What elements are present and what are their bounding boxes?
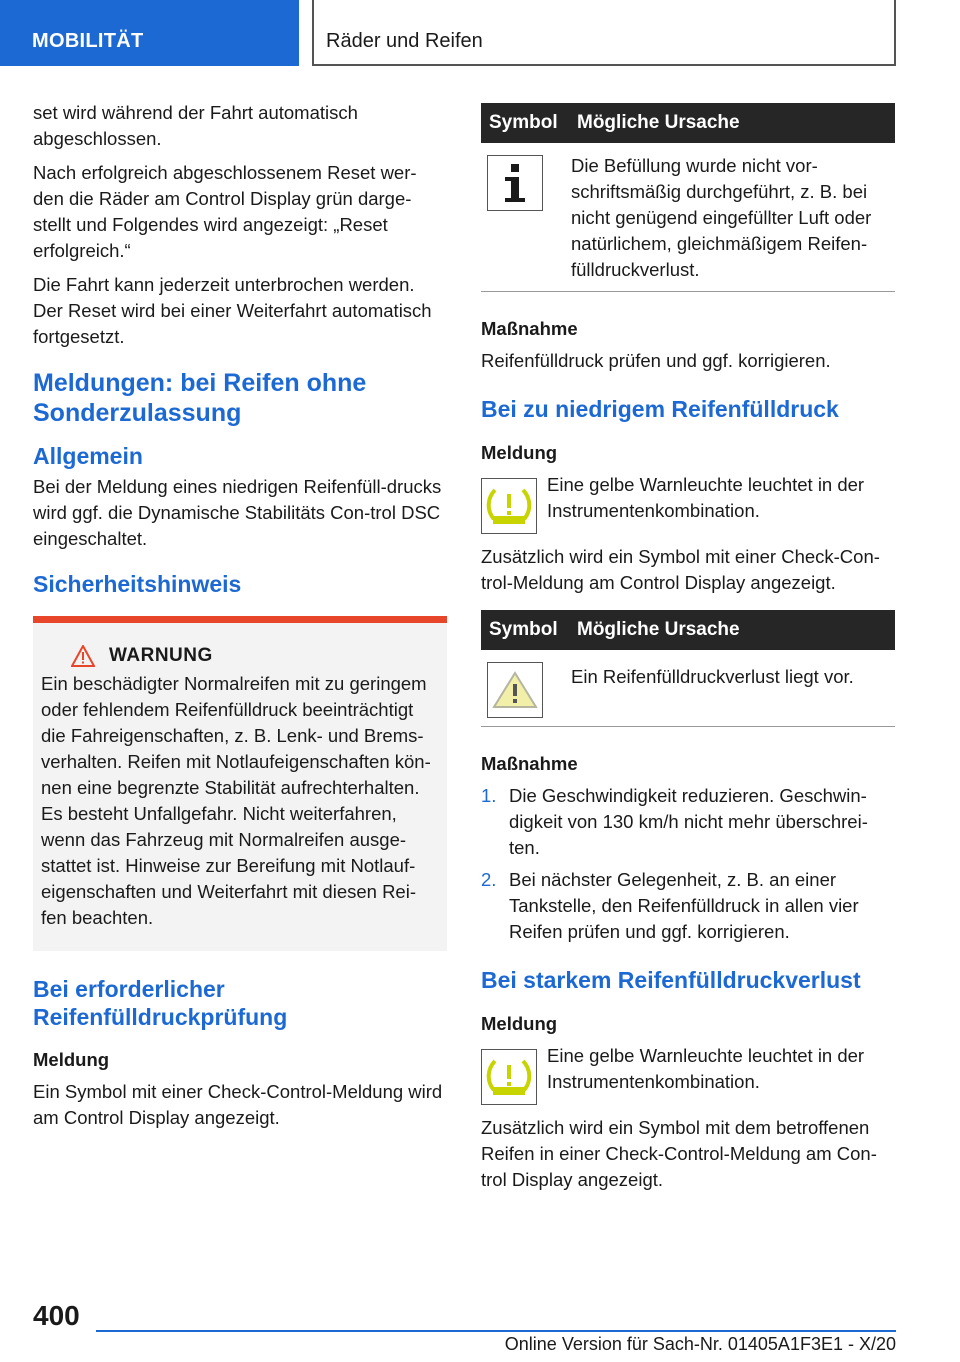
heading-allgemein: Allgemein	[33, 443, 143, 469]
zusatz-paragraph-3: Zusätzlich wird ein Symbol mit dem betroffenen Reifen in einer Check-Control-Meldung am Con-trol Display angezeigt.	[481, 1117, 877, 1190]
meldung-label: Meldung	[33, 1049, 110, 1070]
table-row	[481, 650, 895, 727]
tire-pressure-warning-icon	[481, 1049, 537, 1105]
intro-paragraph-2: Nach erfolgreich abgeschlossenem Reset wer-den die Räder am Control Display grün darge-stellt und Folgendes wird angezeigt: „Reset erfolgreich.“	[33, 162, 417, 261]
right-column	[481, 103, 895, 1201]
meldung-label-3: Meldung	[481, 1013, 558, 1034]
col-header-cause: Mögliche Ursache	[571, 610, 895, 650]
warning-box	[33, 616, 447, 951]
meldung-label-2: Meldung	[481, 442, 558, 463]
symbol-cell	[481, 143, 571, 292]
col-header-cause: Mögliche Ursache	[571, 103, 895, 143]
cause-cell: Die Befüllung wurde nicht vor-schriftsmäßig durchgeführt, z. B. bei nicht genügend eingefüllter Luft oder natürlichem, gleichmäßigem Reifen-fülldruckverlust.	[571, 143, 895, 292]
meldung-paragraph-3: Eine gelbe Warnleuchte leuchtet in der Instrumentenkombination.	[547, 1045, 865, 1092]
warning-triangle-icon	[487, 662, 543, 718]
left-column	[33, 100, 447, 1139]
massnahme-label-1: Maßnahme	[481, 318, 578, 339]
footer-text: Online Version für Sach-Nr. 01405A1F3E1 - X/20	[504, 1334, 896, 1354]
zusatz-paragraph-2: Zusätzlich wird ein Symbol mit einer Check-Con-trol-Meldung am Control Display angezeigt.	[481, 546, 880, 593]
intro-paragraph-3: Die Fahrt kann jederzeit unterbrochen werden. Der Reset wird bei einer Weiterfahrt automatisch fortgesetzt.	[33, 274, 432, 347]
intro-paragraph-1: set wird während der Fahrt automatisch abgeschlossen.	[33, 102, 358, 149]
heading-erforderlich: Bei erforderlicher Reifenfülldruckprüfung	[33, 976, 288, 1030]
meldung-paragraph: Ein Symbol mit einer Check-Control-Meldung wird am Control Display angezeigt.	[33, 1081, 443, 1128]
table-header-row	[481, 103, 895, 143]
step-number: 1.	[481, 785, 497, 806]
footer-divider	[96, 1330, 896, 1332]
heading-niedrig: Bei zu niedrigem Reifenfülldruck	[481, 396, 839, 422]
tire-pressure-warning-icon	[481, 478, 537, 534]
heading-stark: Bei starkem Reifenfülldruckverlust	[481, 967, 861, 993]
step-text: Bei nächster Gelegenheit, z. B. an einer Tankstelle, den Reifenfülldruck in allen vier Reifen prüfen und ggf. korrigieren.	[509, 869, 859, 942]
page-number: 400	[33, 1300, 80, 1331]
cause-table-1	[481, 103, 895, 292]
step-text: Die Geschwindigkeit reduzieren. Geschwin-digkeit von 130 km/h nicht mehr überschrei-ten.	[509, 785, 868, 858]
meldung-paragraph-2: Eine gelbe Warnleuchte leuchtet in der Instrumentenkombination.	[547, 474, 865, 521]
list-item	[481, 783, 895, 861]
allgemein-paragraph: Bei der Meldung eines niedrigen Reifenfüll-drucks wird ggf. die Dynamische Stabilitäts Con-trol DSC eingeschaltet.	[33, 476, 442, 549]
steps-list	[481, 783, 895, 945]
massnahme-label-2: Maßnahme	[481, 753, 578, 774]
section-title: Räder und Reifen	[312, 0, 896, 66]
warning-header	[71, 645, 439, 667]
heading-meldungen: Meldungen: bei Reifen ohne Sonderzulassung	[33, 369, 367, 427]
chapter-tab: MOBILITÄT	[0, 0, 299, 66]
table-row	[481, 143, 895, 292]
list-item	[481, 867, 895, 945]
massnahme-paragraph-1: Reifenfülldruck prüfen und ggf. korrigieren.	[481, 350, 831, 371]
warning-triangle-icon	[71, 645, 95, 667]
warning-title: WARNUNG	[109, 645, 213, 666]
meldung-row-3	[481, 1043, 895, 1105]
step-number: 2.	[481, 869, 497, 890]
col-header-symbol: Symbol	[481, 610, 571, 650]
info-icon	[487, 155, 543, 211]
symbol-cell	[481, 650, 571, 727]
warning-text: Ein beschädigter Normalreifen mit zu geringem oder fehlendem Reifenfülldruck beeinträchtigt die Fahreigenschaften, z. B. Lenk- und Brems-verhalten. Reifen mit Notlaufeigenschaften kön-nen eine begrenzte Stabilität aufrechterhalten. Es besteht Unfallgefahr. Nicht weiterfahren, wenn das Fahrzeug mit Normalreifen ausge-stattet ist. Hinweise zur Bereifung mit Notlauf-eigenschaften und Weiterfahrt mit diesen Rei-fen beachten.	[41, 673, 431, 928]
heading-sicherheitshinweis: Sicherheitshinweis	[33, 571, 242, 597]
cause-table-2	[481, 610, 895, 727]
cause-cell: Ein Reifenfülldruckverlust liegt vor.	[571, 650, 895, 727]
table-header-row	[481, 610, 895, 650]
meldung-row-2	[481, 472, 895, 534]
col-header-symbol: Symbol	[481, 103, 571, 143]
